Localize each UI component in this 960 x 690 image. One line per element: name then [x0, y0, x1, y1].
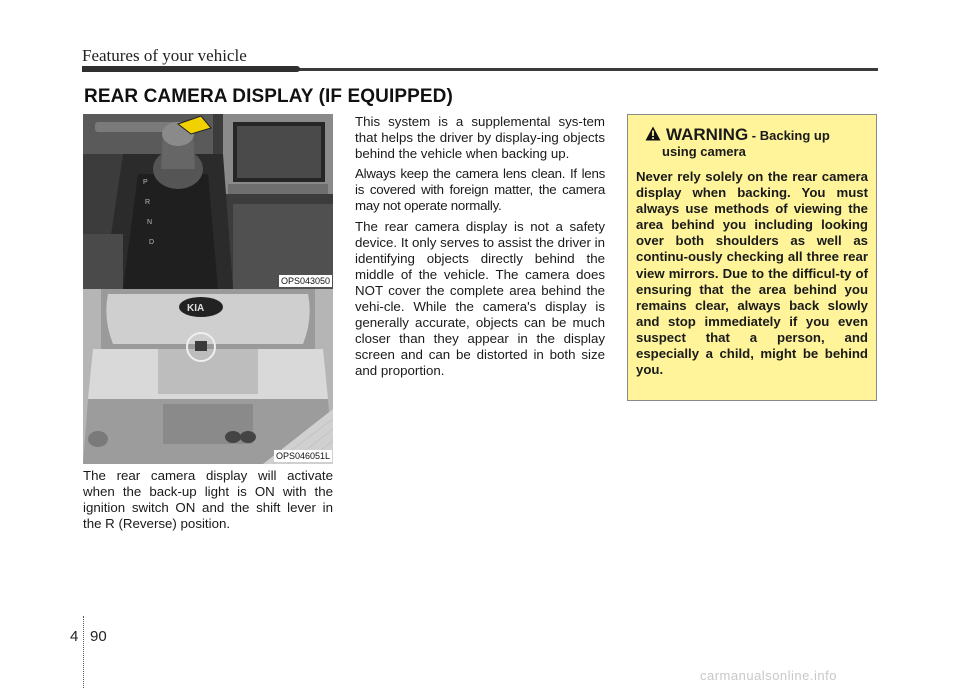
warning-subtitle: - Backing up — [748, 128, 830, 143]
footer-divider — [83, 616, 84, 688]
section-title: REAR CAMERA DISPLAY (IF EQUIPPED) — [84, 86, 453, 107]
description-paragraph-2: Always keep the camera lens clean. If lens is covered with foreign matter, the camera may not operate normally. — [355, 166, 605, 214]
running-head: Features of your vehicle — [82, 46, 247, 65]
header-rule-accent — [82, 66, 300, 72]
footer-page-number: 90 — [90, 628, 107, 645]
svg-text:N: N — [147, 219, 153, 226]
figure-code-bottom: OPS046051L — [275, 451, 330, 461]
rear-vehicle-photo — [83, 289, 333, 464]
description-column — [355, 114, 605, 384]
warning-triangle-icon — [645, 126, 661, 141]
warning-word: WARNING — [666, 125, 749, 144]
watermark: carmanualsonline.info — [700, 668, 837, 683]
description-paragraph-3: The rear camera display is not a safety device. It only serves to assist the driver in identifying objects directly behind the middle of the vehicle. The camera does NOT cover the complete area behind the vehi-cle. While the camera's display is generally accurate, objects can be much closer than they appear in the display screen and can be distorted in both size and proportion. — [355, 218, 605, 379]
warning-box — [627, 114, 877, 401]
svg-text:KIA: KIA — [187, 303, 205, 314]
svg-text:P: P — [143, 179, 148, 186]
footer-section-number: 4 — [70, 628, 79, 645]
shift-lever-photo — [83, 114, 333, 289]
warning-subtitle-line-2: using camera — [662, 144, 746, 159]
activation-text: The rear camera display will activate when the back-up light is ON with the ignition switch ON and the shift lever in the R (Reverse) position. — [83, 468, 333, 532]
warning-header — [636, 125, 868, 145]
figure-code-top: OPS043050 — [280, 276, 330, 286]
warning-body: Never rely solely on the rear camera display when backing. You must always use methods of viewing the area behind you including looking over both shoulders as well as continu-ously checking all three rear view mirrors. Due to the difficul-ty of ensuring that the area behind you remains clear, always back slowly and stop immediately if you even suspect that a person, and especially a child, might be behind you. — [636, 169, 868, 378]
svg-text:D: D — [149, 239, 155, 246]
svg-text:R: R — [145, 199, 151, 206]
description-paragraph-1: This system is a supplemental sys-tem that helps the driver by display-ing objects behind the vehicle when backing up. — [355, 114, 605, 162]
